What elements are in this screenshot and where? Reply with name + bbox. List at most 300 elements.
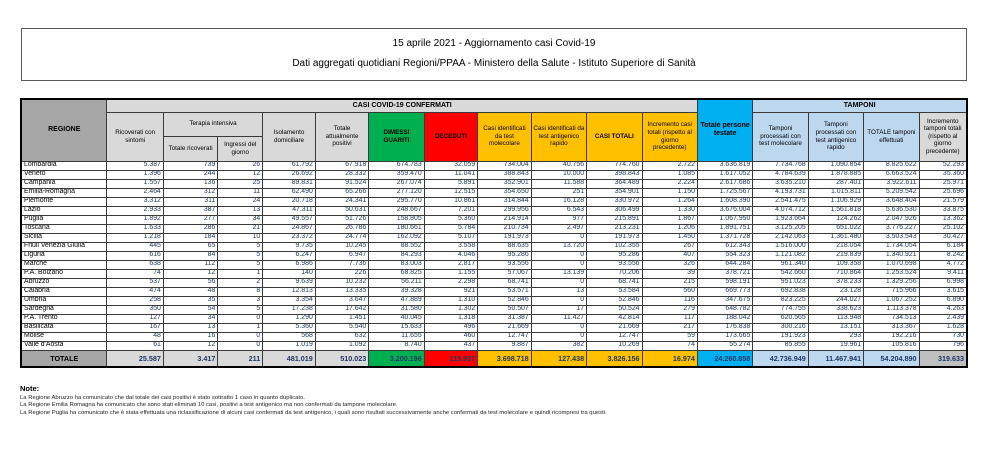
value-cell: 219.839 [808,251,863,260]
value-cell: 1.878.885 [808,170,863,179]
value-cell: 16.128 [531,197,586,206]
value-cell: 2.722 [642,161,697,170]
value-cell: 61.792 [263,161,316,170]
value-cell: 258 [107,296,163,305]
value-cell: 30.427 [919,233,967,242]
header-tamponi-antigenico: Tamponi processati con test antigenico rapido [808,112,863,161]
value-cell: 7.736 [315,260,369,269]
table-row [21,242,967,251]
value-cell: 1.608.390 [697,197,752,206]
header-incremento-casi: Incremento casi totali (rispetto al giorno precedente) [642,112,697,161]
value-cell: 354.901 [587,188,642,197]
value-cell: 1.450 [642,233,697,242]
value-cell: 2 [218,278,263,287]
value-cell: 93.556 [587,260,642,269]
table-row [21,323,967,332]
value-cell: 6.986 [263,260,316,269]
table-row [21,188,967,197]
value-cell: 3.776.227 [864,224,919,233]
value-cell: 68.741 [587,278,642,287]
header-ricoverati: Ricoverati con sintomi [107,112,163,161]
value-cell: 1.264 [642,197,697,206]
value-cell: 674.783 [369,161,424,170]
value-cell: 378.233 [808,278,863,287]
value-cell: 299.956 [478,206,532,215]
value-cell: 21.669 [478,323,532,332]
value-cell: 1.085 [642,170,697,179]
value-cell: 6.184 [919,242,967,251]
value-cell: 0 [531,260,586,269]
value-cell: 568 [263,332,316,341]
value-cell: 277.120 [369,188,424,197]
value-cell: 39.328 [369,287,424,296]
header-attualmente-positivi: Totale attualmente positivi [315,112,369,161]
value-cell: 47.311 [263,206,316,215]
value-cell: 8 [218,287,263,296]
covid-data-table [20,98,968,368]
value-cell: 554.323 [697,251,752,260]
value-cell: 62.490 [263,188,316,197]
value-cell: 4.784.639 [753,170,808,179]
value-cell: 0 [531,233,586,242]
value-cell: 24.867 [263,224,316,233]
value-cell: 638 [107,260,163,269]
value-cell: 481.019 [263,350,316,367]
header-ingressi-giorno: Ingressi del giorno [218,136,263,161]
value-cell: 84.293 [369,251,424,260]
value-cell: 13 [531,287,586,296]
notes-section [20,384,968,416]
value-cell: 17.238 [263,305,316,314]
header-deceduti: DECEDUTI [424,112,478,161]
value-cell: 51.726 [315,215,369,224]
value-cell: 2.298 [424,278,478,287]
table-row [21,278,967,287]
value-cell: 24.774 [315,233,369,242]
region-cell: Campania [21,179,107,188]
value-cell: 10.245 [315,242,369,251]
value-cell: 359.470 [369,170,424,179]
value-cell: 2.497 [531,224,586,233]
value-cell: 8.740 [369,341,424,350]
value-cell: 5.891 [424,179,478,188]
region-cell: Veneto [21,170,107,179]
value-cell: 1.628 [919,323,967,332]
value-cell: 382 [531,341,586,350]
value-cell: 127.438 [531,350,586,367]
value-cell: 35 [163,296,217,305]
value-cell: 3.676.004 [697,206,752,215]
value-cell: 0 [531,296,586,305]
value-cell: 0 [531,251,586,260]
value-cell: 50.507 [478,305,532,314]
value-cell: 1.106.929 [808,197,863,206]
region-cell: Basilicata [21,323,107,332]
title-box [21,28,967,81]
header-casi-totali: CASI TOTALI [587,112,642,161]
value-cell: 6.947 [315,251,369,260]
value-cell: 25 [218,179,263,188]
region-cell: Puglia [21,215,107,224]
value-cell: 83.003 [369,260,424,269]
header-casi-antigenico: Casi identificati da test antigenico rapido [531,112,586,161]
value-cell: 311 [163,197,217,206]
value-cell: 26.692 [263,170,316,179]
value-cell: 4.074.712 [753,206,808,215]
value-cell: 162.092 [369,233,424,242]
note-line: La Regione Puglia ha comunicato che è stata effettuata una riclassificazione di alcuni casi confermati da test antigenico, i quali sono risultati successivamente anche confermati da test molecolare e quindi ricompresi tra questi. [20,409,607,416]
value-cell: 176.838 [697,323,752,332]
value-cell: 136 [163,179,217,188]
value-cell: 34 [163,314,217,323]
value-cell: 1 [218,269,263,278]
value-cell: 6.890 [919,296,967,305]
value-cell: 5.387 [107,161,163,170]
value-cell: 474 [107,287,163,296]
value-cell: 5.540 [315,323,369,332]
value-cell: 0 [531,278,586,287]
value-cell: 0 [531,323,586,332]
value-cell: 1.561.818 [808,206,863,215]
value-cell: 1.302 [424,305,478,314]
value-cell: 3.354 [263,296,316,305]
value-cell: 173.665 [697,332,752,341]
value-cell: 612.343 [697,242,752,251]
group-header-casi-confermati: CASI COVID-19 CONFERMATI [107,99,697,112]
group-header-terapia-intensiva: Terapia intensiva [163,112,262,136]
value-cell: 1.734.054 [864,242,919,251]
value-cell: 1.516.000 [753,242,808,251]
value-cell: 1 [218,323,263,332]
value-cell: 774.755 [753,305,808,314]
value-cell: 774.760 [587,161,642,170]
value-cell: 692.838 [753,287,808,296]
value-cell: 11.588 [531,179,586,188]
value-cell: 5 [218,260,263,269]
value-cell: 55.274 [697,341,752,350]
value-cell: 5 [218,251,263,260]
value-cell: 84 [163,251,217,260]
value-cell: 113.948 [808,314,863,323]
value-cell: 89.831 [263,179,316,188]
value-cell: 67.918 [315,161,369,170]
value-cell: 7.734.768 [753,161,808,170]
value-cell: 5.784 [424,224,478,233]
value-cell: 796 [919,341,967,350]
value-cell: 3.636.819 [697,161,752,170]
value-cell: 13.151 [808,323,863,332]
value-cell: 1.150 [642,188,697,197]
value-cell: 48 [163,287,217,296]
value-cell: 669.773 [697,287,752,296]
value-cell: 295.770 [369,197,424,206]
value-cell: 1.329.256 [864,278,919,287]
value-cell: 47.889 [369,296,424,305]
table-row [21,197,967,206]
value-cell: 961.340 [753,260,808,269]
region-cell: Lazio [21,206,107,215]
value-cell: 306.499 [587,206,642,215]
value-cell: 117 [642,314,697,323]
value-cell: 52.293 [919,161,967,170]
region-cell: Toscana [21,224,107,233]
value-cell: 1.330 [642,206,697,215]
value-cell: 4.263 [919,305,967,314]
value-cell: 24 [218,197,263,206]
value-cell: 287.401 [808,179,863,188]
value-cell: 53.584 [587,287,642,296]
value-cell: 115.937 [424,350,478,367]
value-cell: 3 [218,296,263,305]
region-cell: Lombardia [21,161,107,170]
value-cell: 710.864 [808,269,863,278]
value-cell: 1.891.751 [697,224,752,233]
value-cell: 116 [642,296,697,305]
value-cell: 378.721 [697,269,752,278]
value-cell: 13.720 [531,242,586,251]
value-cell: 13.362 [919,215,967,224]
value-cell: 3.558 [424,242,478,251]
value-cell: 124.262 [808,215,863,224]
value-cell: 13.139 [531,269,586,278]
value-cell: 620.565 [753,314,808,323]
table-row [21,332,967,341]
value-cell: 191.923 [753,332,808,341]
value-cell: 158.805 [369,215,424,224]
report-subtitle: Dati aggregati quotidiani Regioni/PPAA - Ministero della Salute - Istituto Superiore di Sanità [292,58,696,69]
value-cell: 1.090.854 [808,161,863,170]
value-cell: 192.216 [864,332,919,341]
table-row [21,314,967,323]
value-cell: 12.515 [424,188,478,197]
header-persone-testate: Totale persone testate [697,99,752,161]
value-cell: 53.571 [478,287,532,296]
value-cell: 2.541.475 [753,197,808,206]
value-cell: 1.015.811 [808,188,863,197]
value-cell: 12.747 [587,332,642,341]
value-cell: 5 [218,305,263,314]
value-cell: 85.855 [753,341,808,350]
value-cell: 9.887 [478,341,532,350]
value-cell: 9.411 [919,269,967,278]
region-cell: P.A. Bolzano [21,269,107,278]
value-cell: 127 [107,314,163,323]
value-cell: 13 [218,206,263,215]
value-cell: 1.155 [424,269,478,278]
value-cell: 921 [424,287,478,296]
value-cell: 1.396 [107,170,163,179]
value-cell: 12 [163,341,217,350]
value-cell: 32.059 [424,161,478,170]
value-cell: 1.725.567 [697,188,752,197]
value-cell: 35.360 [919,170,967,179]
table-row [21,305,967,314]
value-cell: 33.875 [919,206,967,215]
value-cell: 191.973 [587,233,642,242]
value-cell: 1.923.664 [753,215,808,224]
value-cell: 3.312 [107,197,163,206]
value-cell: 1.067.950 [697,215,752,224]
value-cell: 1.290 [263,314,316,323]
value-cell: 286 [163,224,217,233]
value-cell: 40.045 [369,314,424,323]
value-cell: 0 [218,341,263,350]
value-cell: 56.211 [369,278,424,287]
value-cell: 2.933 [107,206,163,215]
value-cell: 52.846 [478,296,532,305]
value-cell: 3.826.156 [587,350,642,367]
value-cell: 10.269 [587,341,642,350]
value-cell: 5.360 [263,323,316,332]
value-cell: 1.218 [107,233,163,242]
value-cell: 12 [218,170,263,179]
table-row [21,341,967,350]
table-row [21,215,967,224]
region-cell: Umbria [21,296,107,305]
value-cell: 17.642 [315,305,369,314]
value-cell: 248.667 [369,206,424,215]
value-cell: 11 [218,188,263,197]
value-cell: 54 [163,305,217,314]
value-cell: 5 [218,242,263,251]
value-cell: 214.914 [478,215,532,224]
value-cell: 42.736.949 [753,350,808,367]
value-cell: 65.266 [315,188,369,197]
value-cell: 210.734 [478,224,532,233]
value-cell: 10 [218,233,263,242]
value-cell: 88.552 [369,242,424,251]
value-cell: 2.439 [919,314,967,323]
value-cell: 1.206 [642,224,697,233]
value-cell: 364.489 [587,179,642,188]
note-line: La Regione Abruzzo ha comunicato che dal totale dei casi positivi è stato sottratto 1 caso in quanto duplicato. [20,394,305,401]
value-cell: 644.284 [697,260,752,269]
value-cell: 61 [107,341,163,350]
table-row [21,179,967,188]
value-cell: 28.332 [315,170,369,179]
value-cell: 140 [263,269,316,278]
value-cell: 12.813 [263,287,316,296]
report-title: 15 aprile 2021 - Aggiornamento casi Covid-19 [392,38,596,49]
value-cell: 326 [642,260,697,269]
value-cell: 496 [424,323,478,332]
value-cell: 31.580 [369,305,424,314]
value-cell: 23.372 [263,233,316,242]
value-cell: 1.067.252 [864,296,919,305]
value-cell: 50.631 [315,206,369,215]
value-cell: 180.661 [369,224,424,233]
value-cell: 347.675 [697,296,752,305]
value-cell: 218.054 [808,242,863,251]
value-cell: 739 [163,161,217,170]
value-cell: 598.191 [697,278,752,287]
value-cell: 102.355 [587,242,642,251]
value-cell: 4.046 [424,251,478,260]
value-cell: 1.633 [107,224,163,233]
notes-heading: Note: [20,384,40,393]
value-cell: 350 [107,305,163,314]
value-cell: 1.617.052 [697,170,752,179]
value-cell: 1.867 [642,215,697,224]
table-row [21,206,967,215]
value-cell: 54.204.890 [864,350,919,367]
value-cell: 74 [642,341,697,350]
value-cell: 267 [642,242,697,251]
value-cell: 251 [531,188,586,197]
table-row [21,233,967,242]
value-cell: 632 [315,332,369,341]
value-cell: 651.022 [808,224,863,233]
value-cell: 0 [531,332,586,341]
region-cell: Valle d'Aosta [21,341,107,350]
value-cell: 1.361.480 [808,233,863,242]
value-cell: 25.587 [107,350,163,367]
value-cell: 2.464 [107,188,163,197]
value-cell: 3.648.404 [864,197,919,206]
value-cell: 1.253.524 [864,269,919,278]
value-cell: 1.340.921 [864,251,919,260]
value-cell: 3.615 [919,287,967,296]
value-cell: 12.747 [478,332,532,341]
value-cell: 52.846 [587,296,642,305]
value-cell: 1.557 [107,179,163,188]
region-cell: Calabria [21,287,107,296]
value-cell: 1.451 [315,314,369,323]
value-cell: 4.193.731 [753,188,808,197]
value-cell: 3.503.543 [864,233,919,242]
note-line: La Regione Emilia Romagna ha comunicato che sono stati eliminati 10 casi, positivi a test antigenico ma non confermati da tampone molecolare. [20,402,398,409]
value-cell: 11.427 [531,314,586,323]
value-cell: 11.467.941 [808,350,863,367]
value-cell: 445 [107,242,163,251]
value-cell: 213.231 [587,224,642,233]
value-cell: 68.825 [369,269,424,278]
value-cell: 68.741 [478,278,532,287]
header-totale-ricoverati: Totale ricoverati [163,136,217,161]
value-cell: 25.102 [919,224,967,233]
value-cell: 40.756 [531,161,586,170]
value-cell: 407 [642,251,697,260]
value-cell: 616 [107,251,163,260]
value-cell: 6.543 [531,206,586,215]
value-cell: 3.417 [163,350,217,367]
value-cell: 21 [218,224,263,233]
value-cell: 300.216 [753,323,808,332]
value-cell: 57.067 [478,269,532,278]
value-cell: 16 [163,332,217,341]
value-cell: 6.247 [263,251,316,260]
table-row [21,287,967,296]
value-cell: 2.817 [424,260,478,269]
value-cell: 48 [107,332,163,341]
value-cell: 6.998 [919,278,967,287]
value-cell: 167 [107,323,163,332]
value-cell: 8.825.622 [864,161,919,170]
value-cell: 26 [218,161,263,170]
value-cell: 191.973 [478,233,532,242]
value-cell: 267.074 [369,179,424,188]
value-cell: 74 [107,269,163,278]
value-cell: 3.125.205 [753,224,808,233]
value-cell: 112 [163,260,217,269]
value-cell: 34 [218,215,263,224]
value-cell: 3.200.196 [369,350,424,367]
value-cell: 5.209.542 [864,188,919,197]
value-cell: 56 [163,278,217,287]
value-cell: 10.861 [424,197,478,206]
value-cell: 2.047.926 [864,215,919,224]
value-cell: 1.070.698 [864,260,919,269]
